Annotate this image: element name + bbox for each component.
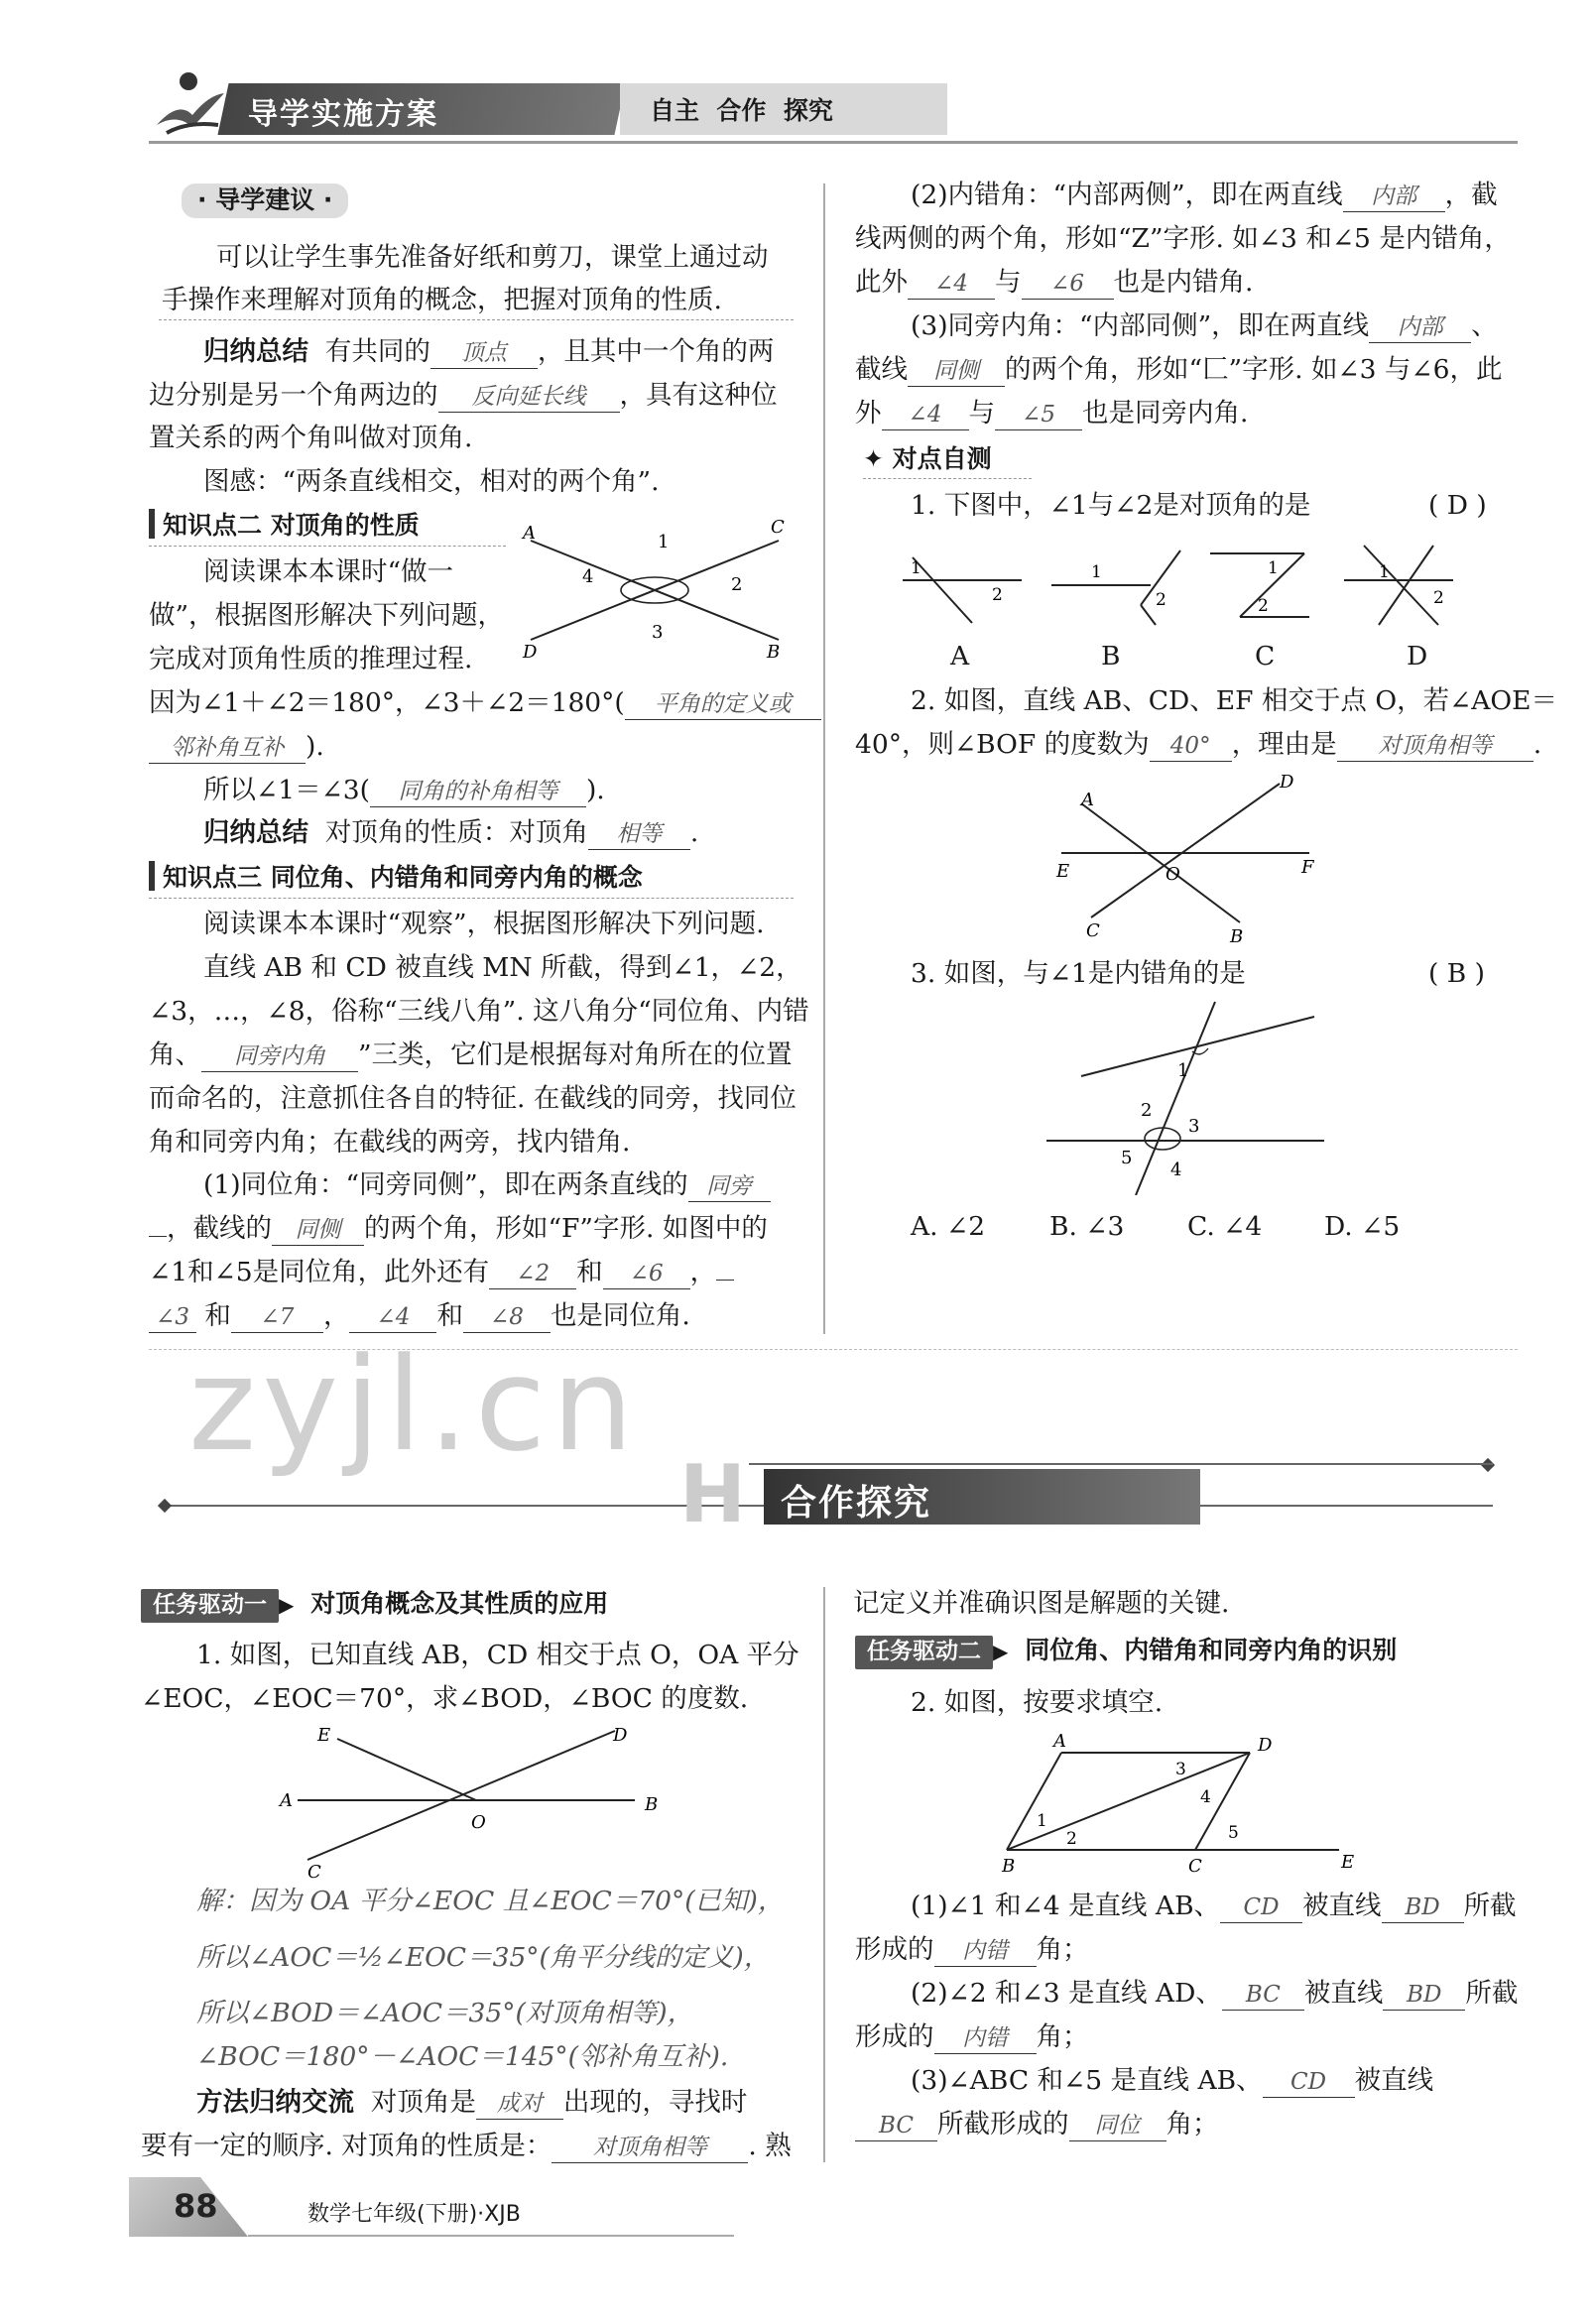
svg-text:C: C [1086,920,1100,941]
svg-text:1: 1 [1379,562,1390,582]
kp2-line-3: 完成对顶角性质的推理过程. [149,644,473,674]
solution-line-1: 解：因为 OA 平分∠EOC 且∠EOC＝70°(已知)， [196,1886,785,1916]
banner-letter: H [679,1448,746,1540]
kp2-line-5: 所以∠1＝∠3( 同角的补角相等 ). [203,775,605,805]
summary-1-line-3: 置关系的两个角叫做对顶角. [149,423,473,453]
kp2-title: 知识点二 对顶角的性质 [149,509,420,543]
q1-option-a: A [950,641,970,672]
svg-text:1: 1 [1268,558,1279,578]
svg-text:B: B [767,642,781,663]
svg-text:A: A [523,523,536,544]
kp3-line-5: 而命名的，注意抓住各自的特征. 在截线的同旁，找同位 [149,1083,797,1114]
q1-answer: ( D ) [1428,490,1487,521]
svg-text:2: 2 [731,574,743,595]
task2-a3-line-2: BC 所截形成的 同位 角； [855,2108,1219,2141]
svg-text:B: B [1002,1856,1016,1877]
svg-text:2: 2 [1258,596,1269,616]
task2-a2-line-1: (2)∠2 和∠3 是直线 AD、 BC 被直线 BD 所截 [911,1978,1519,2009]
p2-line-2: 线两侧的两个角，形如“Z”字形. 如∠3 和∠5 是内错角， [855,223,1511,254]
svg-text:1: 1 [1177,1060,1189,1081]
kp2-line-4: 因为∠1＋∠2＝180°，∠3＋∠2＝180°( 平角的定义或 [149,686,821,720]
svg-text:4: 4 [1200,1787,1211,1807]
figure-note: 图感：“两条直线相交，相对的两个角”. [203,466,660,497]
header-bar [149,77,1518,143]
p1-line-1: (1)同位角：“同旁同侧”，即在两条直线的 同旁 [203,1168,771,1202]
page-number: 88 [174,2187,218,2225]
q3-option-a: A. ∠2 [911,1211,986,1242]
svg-text:1: 1 [658,532,670,552]
p2-line-3: 此外 ∠4 与 ∠6 也是内错角. [855,267,1254,298]
kp3-line-2: 直线 AB 和 CD 被直线 MN 所截，得到∠1，∠2， [203,952,802,983]
svg-text:D: D [523,642,538,663]
summary-2: 归纳总结 对顶角的性质：对顶角 相等 . [203,817,699,848]
svg-text:C: C [307,1862,321,1880]
p3-line-3: 外 ∠4 与 ∠5 也是同旁内角. [855,398,1249,428]
q3-option-b: B. ∠3 [1049,1211,1125,1242]
q3-text: 3. 如图，与∠1是内错角的是 [911,958,1246,989]
q1-option-d: D [1407,641,1428,672]
q3-answer: ( B ) [1428,958,1485,989]
svg-text:O: O [471,1812,486,1833]
svg-text:2: 2 [992,585,1003,605]
kp2-line-4b: 邻补角互补 ). [149,730,324,764]
task2-figure [992,1731,1369,1880]
kp3-title: 知识点三 同位角、内错角和同旁内角的概念 [149,861,643,895]
banner-title: 合作探究 [781,1483,932,1524]
p3-line-1: (3)同旁内角：“内部同侧”，即在两直线 内部 、 [911,310,1498,341]
p3-line-2: 截线 同侧 的两个角，形如“匚”字形. 如∠3 与∠6，此 [855,354,1503,385]
watermark: zyjl.cn [188,1329,640,1480]
method-line-2: 要有一定的顺序. 对顶角的性质是： 对顶角相等 . 熟 [141,2131,792,2161]
solution-line-2: 所以∠AOC＝½∠EOC＝35°(角平分线的定义)， [196,1942,771,1973]
q1-text: 1. 下图中，∠1与∠2是对顶角的是 [911,490,1311,521]
svg-text:1: 1 [911,558,921,578]
kp2-line-2: 做”，根据图形解决下列问题， [149,600,505,631]
svg-text:2: 2 [1156,590,1166,610]
svg-text:3: 3 [1175,1760,1186,1779]
task2-a1-line-1: (1)∠1 和∠4 是直线 AB、 CD 被直线 BD 所截 [911,1891,1517,1921]
svg-text:C: C [1188,1856,1202,1877]
q2-line-2: 40°，则∠BOF 的度数为 40° ，理由是 对顶角相等 . [855,729,1542,760]
task2-a2-line-2: 形成的 内错 角； [855,2021,1089,2052]
self-test-label: ✦ 对点自测 [863,444,992,473]
kp3-line-3: ∠3，…，∠8，俗称“三线八角”. 这八角分“同位角、内错 [149,996,809,1027]
q1-options-figure [893,536,1508,635]
kp3-line-1: 阅读课本本课时“观察”，根据图形解决下列问题. [203,909,765,939]
svg-text:E: E [317,1725,331,1746]
task1-figure [278,1721,665,1880]
guide-text-2: 手操作来理解对顶角的概念，把握对顶角的性质. [162,285,722,315]
guide-text-1: 可以让学生事先准备好纸和剪刀，课堂上通过动 [216,242,769,273]
logo-icon [149,65,228,145]
method-line-1: 方法归纳交流 对顶角是 成对 出现的，寻找时 [196,2087,748,2118]
svg-text:B: B [1230,926,1244,947]
footer [129,2177,744,2237]
p1-line-4: ∠3 和 ∠7 ， ∠4 和 ∠8 也是同位角. [149,1299,690,1333]
svg-text:3: 3 [1188,1116,1200,1137]
svg-text:D: D [1258,1735,1273,1756]
solution-line-4: ∠BOC＝180°－∠AOC＝145°(邻补角互补). [196,2041,729,2072]
task2-header: 任务驱动二 ▶ 同位角、内错角和同旁内角的识别 [855,1634,1397,1669]
svg-text:1: 1 [1037,1811,1047,1831]
q3-figure [1042,997,1339,1195]
header-tags: 自主 合作 探究 [650,96,833,125]
svg-text:D: D [613,1725,628,1746]
kp3-line-6: 角和同旁内角；在截线的两旁，找内错角. [149,1127,631,1158]
vertical-angles-figure [511,511,808,670]
q2-figure [1042,774,1339,947]
p1-line-3: ∠1和∠5是同位角，此外还有 ∠2 和 ∠6 ， [149,1256,734,1289]
summary-1-line-1: 归纳总结 有共同的 顶点 ，且其中一个角的两 [203,336,775,367]
svg-text:E: E [1056,861,1070,882]
p2-line-1: (2)内错角：“内部两侧”，即在两直线 内部 ，截 [911,180,1498,210]
svg-text:1: 1 [1091,562,1102,582]
kp2-line-1: 阅读课本本课时“做一 [203,556,454,587]
svg-text:2: 2 [1066,1829,1077,1849]
q1-option-c: C [1255,641,1276,672]
svg-text:A: A [280,1790,293,1811]
summary-1-line-2: 边分别是另一个角两边的 反向延长线 ，具有这种位 [149,380,778,411]
q3-option-c: C. ∠4 [1187,1211,1263,1242]
svg-text:E: E [1341,1852,1355,1873]
svg-text:F: F [1301,857,1314,878]
task2-a1-line-2: 形成的 内错 角； [855,1934,1089,1965]
q1-option-b: B [1101,641,1121,672]
book-title: 数学七年级(下册)·XJB [307,2202,521,2227]
task1-q-line-1: 1. 如图，已知直线 AB，CD 相交于点 O，OA 平分 [196,1640,799,1670]
svg-text:2: 2 [1141,1100,1153,1121]
svg-text:D: D [1280,774,1294,793]
svg-text:4: 4 [582,566,594,587]
svg-text:B: B [645,1794,659,1815]
task1-q-line-2: ∠EOC，∠EOC＝70°，求∠BOD，∠BOC 的度数. [141,1683,749,1714]
svg-text:5: 5 [1121,1148,1133,1168]
svg-text:3: 3 [652,622,664,643]
svg-text:A: A [1081,790,1094,810]
task2-a3-line-1: (3)∠ABC 和∠5 是直线 AB、 CD 被直线 [911,2065,1434,2096]
svg-text:C: C [771,517,785,538]
task2-q: 2. 如图，按要求填空. [911,1687,1164,1718]
q2-line-1: 2. 如图，直线 AB、CD、EF 相交于点 O，若∠AOE＝ [911,685,1557,716]
p1-line-2: ，截线的 同侧 的两个角，形如“F”字形. 如图中的 [149,1212,768,1246]
task1-continued: 记定义并准确识图是解题的关键. [853,1588,1230,1619]
task1-header: 任务驱动一 ▶ 对顶角概念及其性质的应用 [141,1587,608,1623]
solution-line-3: 所以∠BOD＝∠AOC＝35°(对顶角相等)， [196,1998,694,2028]
kp3-line-4: 角、 同旁内角 ”三类，它们是根据每对角所在的位置 [149,1039,793,1070]
svg-text:O: O [1166,864,1180,885]
guide-label: · 导学建议 · [182,183,348,218]
svg-text:4: 4 [1170,1160,1182,1180]
svg-text:5: 5 [1228,1823,1239,1843]
q3-option-d: D. ∠5 [1324,1211,1401,1242]
svg-text:A: A [1053,1731,1066,1752]
svg-text:2: 2 [1433,588,1444,608]
header-title: 导学实施方案 [248,97,438,132]
